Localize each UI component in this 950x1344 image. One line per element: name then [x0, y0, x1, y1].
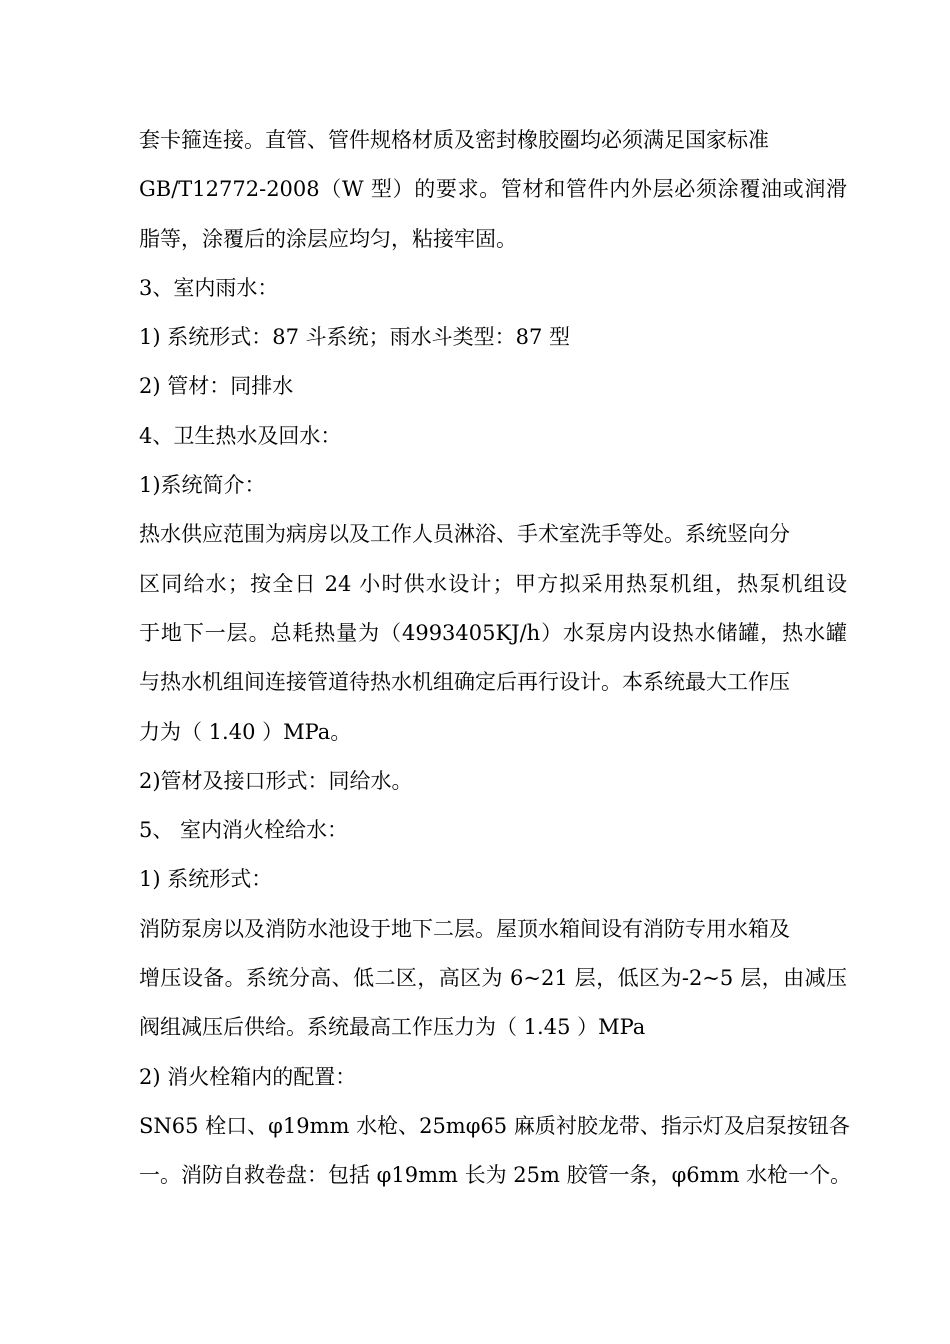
text-line: 热水供应范围为病房以及工作人员淋浴、手术室洗手等处。系统竖向分: [139, 522, 790, 547]
section-heading: 5、 室内消火栓给水：: [139, 818, 349, 843]
text-line: 阀组减压后供给。系统最高工作压力为（ 1.45 ）MPa: [139, 1015, 646, 1040]
text-line: 1)系统简介：: [139, 473, 266, 498]
text-line: 消防泵房以及消防水池设于地下二层。屋顶水箱间设有消防专用水箱及: [139, 916, 790, 941]
text-line: 增压设备。系统分高、低二区，高区为 6~21 层，低区为-2~5 层，由减压: [139, 966, 847, 991]
text-line: GB/T12772-2008（W 型）的要求。管材和管件内外层必须涂覆油或润滑: [139, 177, 847, 202]
document-body: [139, 116, 852, 1201]
text-line: 1) 系统形式：87 斗系统；雨水斗类型：87 型: [139, 325, 571, 350]
text-line: 力为（ 1.40 ）MPa。: [139, 719, 352, 744]
text-line: 套卡箍连接。直管、管件规格材质及密封橡胶圈均必须满足国家标准: [139, 128, 769, 152]
text-line: 脂等，涂覆后的涂层应均匀，粘接牢固。: [139, 226, 517, 251]
text-line: 与热水机组间连接管道待热水机组确定后再行设计。本系统最大工作压: [139, 670, 790, 695]
text-line: 区同给水；按全日 24 小时供水设计；甲方拟采用热泵机组，热泵机组设: [139, 571, 847, 596]
text-line: 1) 系统形式：: [139, 867, 273, 892]
section-heading: 4、卫生热水及回水：: [139, 423, 342, 448]
text-line: 一。消防自救卷盘：包括 φ19mm 长为 25m 胶管一条，φ6mm 水枪一个。: [139, 1163, 852, 1188]
text-line: 于地下一层。总耗热量为（4993405KJ/h）水泵房内设热水储罐，热水罐: [139, 620, 847, 645]
text-line: 2) 管材：同排水: [139, 374, 294, 399]
text-line: 2)管材及接口形式：同给水。: [139, 768, 413, 793]
text-line: 2) 消火栓箱内的配置：: [139, 1064, 357, 1089]
text-line: SN65 栓口、φ19mm 水枪、25mφ65 麻质衬胶龙带、指示灯及启泵按钮各: [139, 1113, 850, 1138]
section-heading: 3、室内雨水：: [139, 275, 279, 300]
